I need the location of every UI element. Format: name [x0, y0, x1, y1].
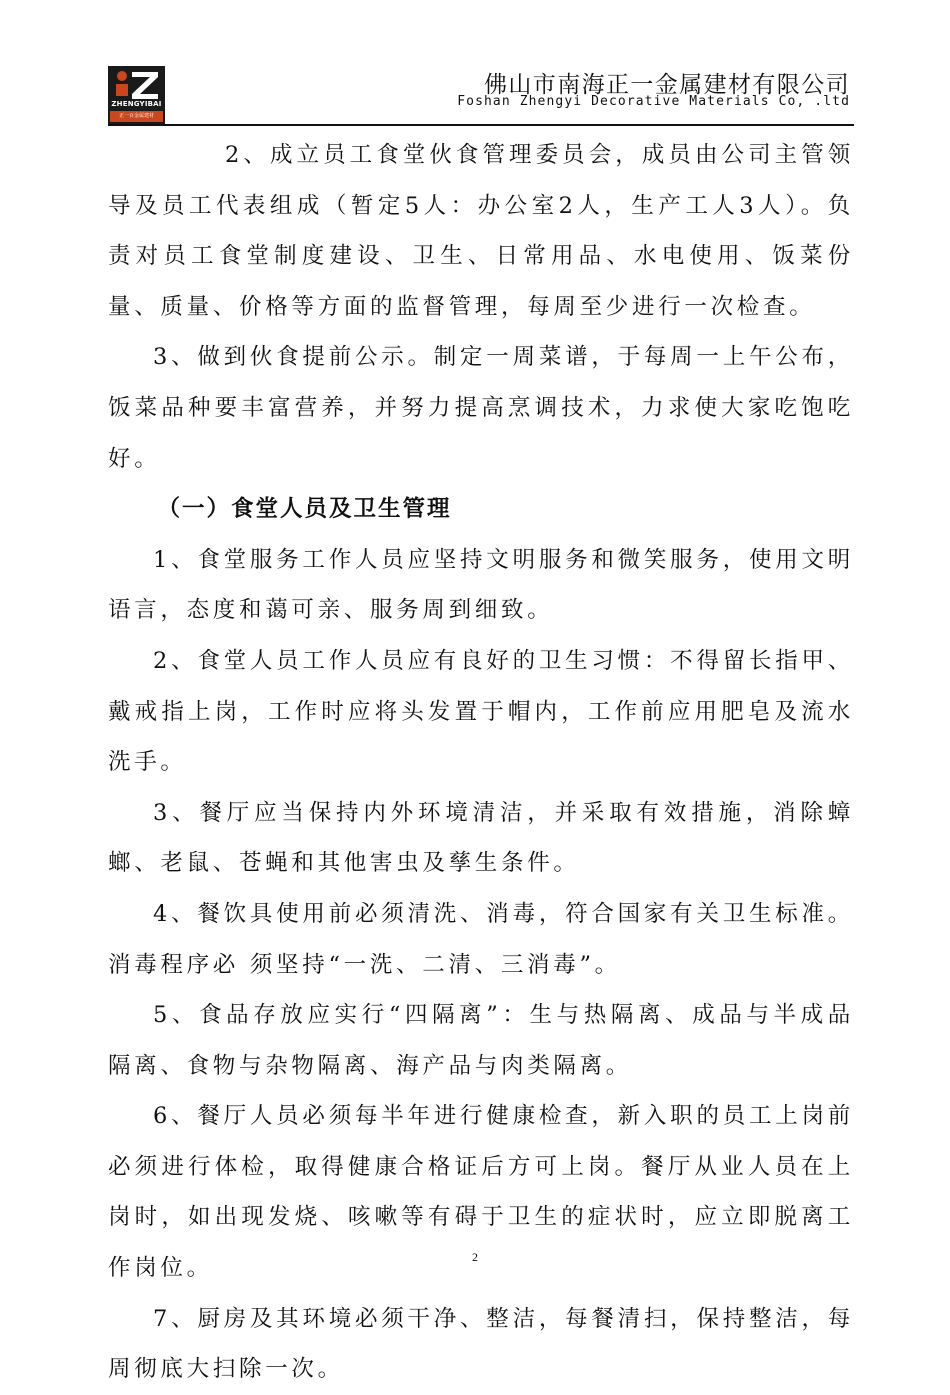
document-body: [108, 130, 854, 1395]
paragraph: 2、成立员工食堂伙食管理委员会，成员由公司主管领导及员工代表组成（暂定5人：办公室2人，生产工人3人）。负责对员工食堂制度建设、卫生、日常用品、水电使用、饭菜份量、质量、价格等方面的监督管理，每周至少进行一次检查。: [108, 142, 854, 320]
paragraph: 7、厨房及其环境必须干净、整洁，每餐清扫，保持整洁，每周彻底大扫除一次。: [108, 1305, 854, 1383]
company-name-cn: 佛山市南海正一金属建材有限公司: [484, 72, 850, 98]
logo-subtitle: 正一百金属建材: [110, 111, 163, 122]
page-header: [108, 66, 854, 124]
paragraph: 1、食堂服务工作人员应坚持文明服务和微笑服务，使用文明语言，态度和蔼可亲、服务周到细致。: [108, 546, 854, 624]
paragraph: 6、餐厅人员必须每半年进行健康检查，新入职的员工上岗前必须进行体检，取得健康合格证后方可上岗。餐厅从业人员在上岗时，如出现发烧、咳嗽等有碍于卫生的症状时，应立即脱离工作岗位。: [108, 1103, 854, 1282]
paragraph: 5、食品存放应实行“四隔离”：生与热隔离、成品与半成品隔离、食物与杂物隔离、海产品与肉类隔离。: [108, 1002, 854, 1079]
section-heading: （一）食堂人员及卫生管理: [157, 496, 452, 523]
page-number: 2: [472, 1250, 478, 1264]
paragraph: 2、食堂人员工作人员应有良好的卫生习惯：不得留长指甲、戴戒指上岗，工作时应将头发置于帽内，工作前应用肥皂及流水洗手。: [108, 647, 854, 776]
company-name-en: Foshan Zhengyi Decorative Materials Co, .ltd: [457, 94, 850, 109]
logo-name: ZHENGYIBAI: [111, 100, 162, 108]
paragraph: 4、餐饮具使用前必须清洗、消毒，符合国家有关卫生标准。消毒程序必 须坚持“一洗、二清、三消毒”。: [108, 900, 854, 978]
paragraph: 3、餐厅应当保持内外环境清洁，并采取有效措施，消除蟑螂、老鼠、苍蝇和其他害虫及孳生条件。: [108, 799, 854, 877]
company-logo: [108, 66, 165, 124]
logo-mark-icon: [108, 66, 165, 102]
paragraph: 3、做到伙食提前公示。制定一周菜谱，于每周一上午公布，饭菜品种要丰富营养，并努力提高烹调技术，力求使大家吃饱吃好。: [108, 344, 854, 472]
header-rule: [108, 124, 854, 126]
